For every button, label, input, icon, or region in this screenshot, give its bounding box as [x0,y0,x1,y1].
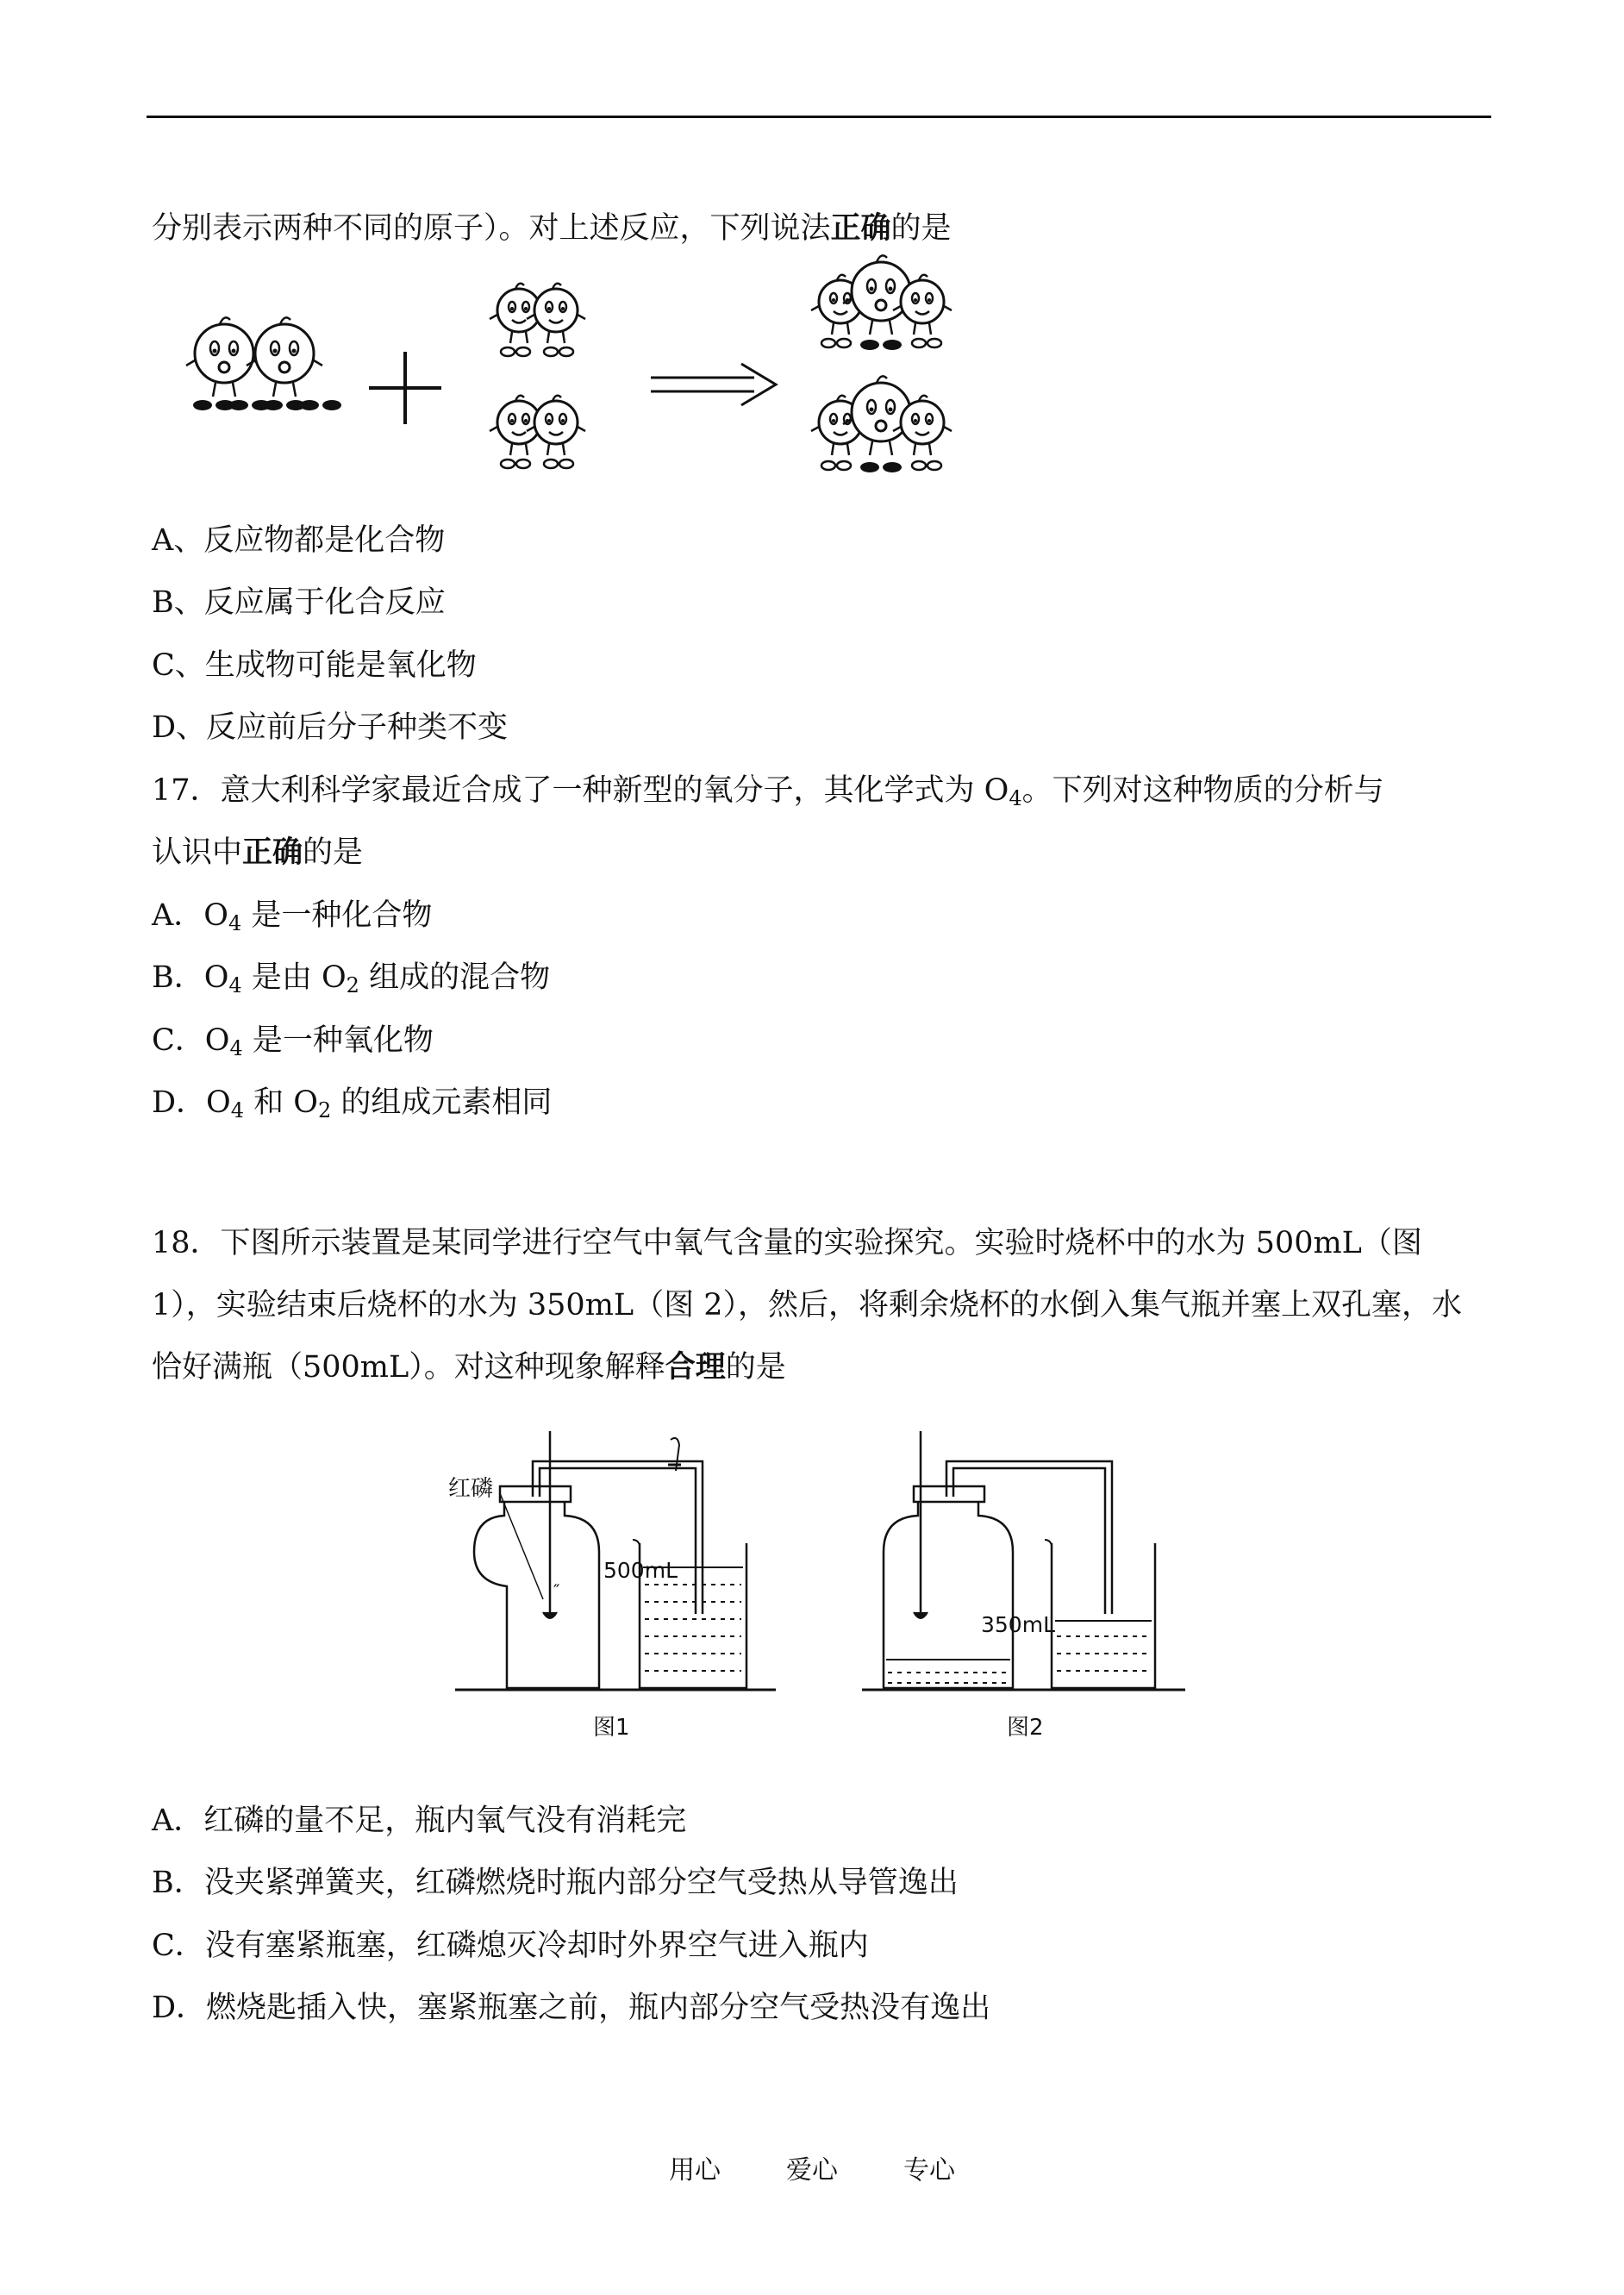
footer-item-3: 专心 [903,2155,955,2186]
q17-option-b: B．$O_4$ 是由 $O_2$ 组成的混合物 [152,960,551,997]
reaction-diagram [172,250,1000,500]
q18-stem: 18．下图所示装置是某同学进行空气中氧气含量的实验探究。实验时烧杯中的水为 500mL（图 1），实验结束后烧杯的水为 350mL（图 2），然后，将剩余烧杯的水倒入集气瓶并塞上双孔塞，水恰好满瓶（500mL）。对这种现象解释合理的是 [152,1226,1463,1385]
plus-sign [369,352,441,424]
figure1-apparatus [448,1431,776,1741]
reactant-molecule-2 [490,284,585,356]
q18-option-a: A．红磷的量不足，瓶内氧气没有消耗完 [152,1804,687,1838]
q18-option-d: D．燃烧匙插入快，塞紧瓶塞之前，瓶内部分空气受热没有逸出 [152,1991,991,2025]
q18-option-b: B．没夹紧弹簧夹，红磷燃烧时瓶内部分空气受热从导管逸出 [152,1866,959,1900]
q16-option-c: C、生成物可能是氧化物 [152,648,477,683]
apparatus-figure [448,1414,1224,1759]
q18-option-c: C．没有塞紧瓶塞，红磷熄灭冷却时外界空气进入瓶内 [152,1929,869,1963]
page-footer [0,2148,1624,2186]
q17-stem-line2: 认识中正确的是 [152,835,364,870]
label-350ml: 350mL [981,1612,1055,1637]
label-phosphorus: 红磷 [448,1476,494,1502]
figure2-apparatus [862,1431,1185,1741]
svg-text:″: ″ [553,1580,560,1601]
q16-option-a: A、反应物都是化合物 [152,523,446,558]
footer-item-1: 用心 [669,2155,721,2186]
q17-option-d: D．$O_4$ 和 $O_2$ 的组成元素相同 [152,1085,553,1122]
q17-stem-line1: 17．意大利科学家最近合成了一种新型的氧分子，其化学式为 $O_4$。下列对这种物质的分析与 [152,773,1384,810]
label-500ml: 500mL [603,1558,678,1583]
product-molecule-1 [811,255,952,350]
q17-option-a: A．$O_4$ 是一种化合物 [152,898,433,935]
product-molecule-2 [811,376,952,472]
header-rule [147,116,1491,118]
q17-option-c: C．$O_4$ 是一种氧化物 [152,1023,434,1060]
q16-option-d: D、反应前后分子种类不变 [152,710,509,745]
footer-item-2: 爱心 [786,2155,838,2186]
reactant-molecule-3 [490,396,585,468]
reaction-arrow [651,364,776,405]
q16-intro: 分别表示两种不同的原子）。对上述反应，下列说法正确的是 [152,211,952,246]
reactant-molecule-1 [186,317,341,410]
caption-figure1: 图1 [593,1715,630,1741]
q16-option-b: B、反应属于化合反应 [152,585,446,620]
caption-figure2: 图2 [1007,1715,1044,1741]
